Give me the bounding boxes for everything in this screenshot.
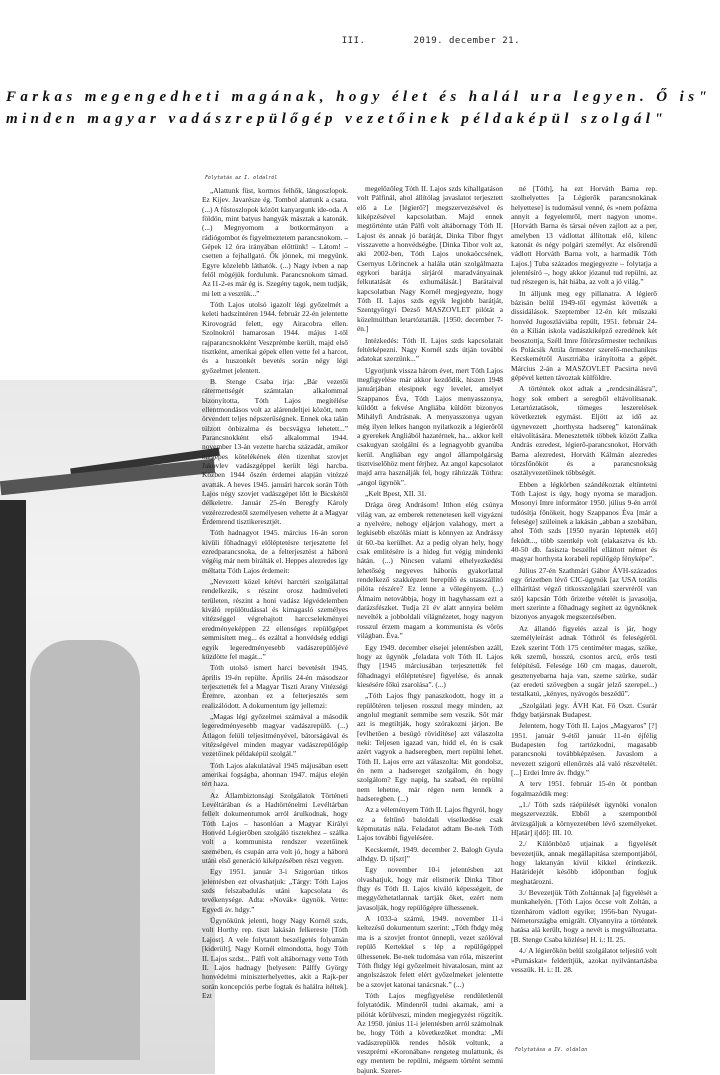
paragraph: B. Stenge Csaba írja: „Bár vezetői rátermettségét számtalan alkalommal bizonyította, Tóth Lajos megítélése ellentmondásos volt az alárendeltjei között, nem örvendett teljes népszerűségnek. Ennek oka talán túlzott önbizalma és becsvágya lehetett...” Parancsnokként első alkalommal 1944. november 13-án vezette harcba századát, amikor hatgépes kötelékének élén tizenhat szovjet Jakovlev vadászgéppel került légi harcba. Közben 1944 őszén érdemei alapján vitézzé avatták. A heves 1945. januári harcok során Tóth Lajos négy szovjet vadászgépet lőtt le Bicskétől délkeletre. Január 25-én Beregfy Károly vezérezredestől személyesen vehette át a Magyar Érdemrend tisztikeresztjét. [202, 376, 348, 527]
issue-date: 2019. december 21. [413, 36, 520, 46]
paragraph: Tóth hadnagyot 1945. március 16-án soron kívüli főhadnagyi előléptetésre terjesztette fel ezredparancsnoka, de a felterjesztést a háború végéig már nem bírálták el. Heppes alezredes így méltatta Tóth Lajos érdemeit: [202, 528, 348, 575]
photo-shadow-mid [30, 640, 140, 1060]
paragraph: A történtek okot adtak a „rendcsinálásra”, hogy sok embert a seregből eltávolítsanak. Letartóztatások, tömeges leszerelések következtek egymást. Eljött az idő az úgynevezett „horthysta hadsereg” katonáinak eltávolítására. Menesztették többek között Zalka András ezredest, légierő-parancsnokot, Horváth Barna alezredest, Horváth Kálmán alezredes törzsfőnököt és a parancsnokság osztályvezetőinek többségét. [511, 384, 657, 478]
paragraph: Az a véleményem Tóth II. Lajos fhgyról, hogy ez a feltűnő baloldali viselkedése csak képmutatás nála. Feladatot adtam Be-nek Tóth Lajos további figyelésére. [357, 805, 503, 843]
headline [6, 86, 714, 130]
paragraph: Tóth Lajos megfigyelése rendületlenül folytatódik. Mindenről tudni akarnak, ami a pilótát körülveszi, minden megjegyzést rögzítik. Az 1950. június 11-i jelentésben arról számolnak be, hogy Tóth a következőket mondta: „Mi vadászrepülők rendes hősök voltunk, a veszprémi »Koronában« rengeteg mulattunk, és egy mentem be repülni, mégsem történt semmi bajunk. Szeret- [357, 990, 503, 1075]
continued-to-note: Folytatása a IV. oldalon [515, 1047, 588, 1053]
paragraph: megelőzőleg Tóth II. Lajos szds kihallgatáson volt Pálfinál, ahol állítólag javaslatot terjesztett elő a Le [légierő?] megszervezésével és kiképzésével kapcsolatban. Majd ennek megtörténte után Pálfi volt altábornagy Tóth II. Lajost és annak jó barátját, Dinka Tibor fhgyt visszavette a honvédségbe. [Dinka Tibor volt az, aki 2002-ben, Tóth Lajos unokaöccsének, Csernyus Lőrincnek a halála után szolgálmazta egykori barátja sírjáról maradványainak felkutatását és exhumálását.] Barátaival kapcsolatban Nagy Kornél megjegyezte, hogy Tóth II. Lajos szds egyik legjobb barátját, Szentgyörgyi Dezső MASZOVLET pilótát a közelmúltban letartóztatták. [1950. december 7-én.] [357, 184, 503, 334]
paragraph: Tóth utolsó ismert harci bevetését 1945. április 19-én repülte. Április 24-én másodszor terjesztették fel a Magyar Tiszti Arany Vitézségi Éremre, azonban ez a felterjesztés sem realizálódott. A dokumentum így jellemzi: [202, 663, 348, 710]
paragraph: Ugyorjunk vissza három évet, mert Tóth Lajos megfigyelése már akkor kezdődik, hiszen 1948 januárjában elesipnek egy levelet, amelyet Szappanos Éva, Tóth Lajos menyasszonya, küldött a fekvése Angliába küldött bizonyos Mihályfi Andrásnak. A menyasszonya ugyan még ilyen lelkes hangon nyilatkozik a légierőről a gyerekek Angliából hazatérnek, ha... akkor kell csakugyan szolgálni és a legnagyobb gyanúba kerül. Angliában egy angol állampolgárság tisztviselőhöz ment férjhez. Az angol kapcsolatot majd arra használják fel, hogy ráhúzzák Tóthra: „angol ügynök”. [357, 365, 503, 487]
paragraph: Egy november 10-i jelentésben azt olvashatjuk, hogy már elismerik Dinka Tibor fhgy és Tóth II. Lajos kiváló képességeit, de meggyőzhetatlannak tartják őket, ezért nem javasolják, hogy repülőgépre ülhessenek. [357, 865, 503, 912]
paragraph: né [Tóth], ha ezt Horváth Barna rep. szolhelyettes [a Légierők parancsnokának helyettese] is tudomásul venné, és »nem pofázna annyit a fegyelemről, mert nagyon unom«. [Horváth Barna és társai néven zajlott az a per, amelyben 13 vádlottat állítottak elő, kilenc katonát és négy polgári személyt. Az elsőrendű vádlott Horváth Barna volt, a harmadik Tóth Lajos.] Tuba százados megjegyezte – folytatja a jelentésíró –, hogy akkor józanul tud repülni, az tud részegen is, hát hiába, az volt a jó világ.” [511, 184, 657, 287]
paragraph: „Tóth Lajos fhgy panaszkodott, hogy itt a repülőtéren teljesen rosszul megy minden, az angolul megtanít semmibe sem veszik. Sőt már azt is megtiltják, hogy szórakozni járjon. Be [evlhetően a besúgó rövidítése] azt válaszolta neki: Teljesen igazad van, hidd el, én is csak azért vagyok a hadseregben, mert repülni lehet. Tóth II. Lajos erre azt válaszolta: Mit gondolsz, én nem a hadsereget szolgálom, én hogy szolgálom? Egy napig, ha szabad, én repülni nem lehetne, már régen nem lennék a hadseregben. (...) [357, 691, 503, 803]
paragraph: Kecskemét, 1949. december 2. Balogh Gyula alhdgy. D. ti[szt]” [357, 844, 503, 864]
paragraph: Itt álljunk meg egy pillanatra. A légierő bázisán belül 1949-től egymást követték a dissidálások. Szeptember 12-én két műszaki honvéd Jugoszláviába repült, 1951. február 24-én a Kilián iskola vadászkiképző ezredének két beosztottja, Széll Imre főtörzsőrmester technikus és Polácsik Attila őrmester szerelő-mechanikus Kecskemétről Ausztriába irányította a gépét. Március 2-án a MASZOVLET Pacsirta nevű gépével ketten távoztak külföldre. [511, 288, 657, 382]
paragraph: Az állandó figyelés azzal is jár, hogy személyleírást adnak Tóthról és feleségéről. Ezek szerint Tóth 175 centiméter magas, szőke, kék szemű, hosszú, csontos arcú, erős testi felépítésű. Felesége 160 cm magas, dauerolt, gesztenyebarna haja van, szeme szürke, sudár (az eredeti szövegben a sugár jelző szerepel...) testalkatú, „kényes, nyávogós beszédű”. [511, 623, 657, 699]
paragraph: Július 27-én Szathmári Gábor ÁVH-százados egy őrizetben lévő CIC-ügynök [az USA totális ellhárítást végző titkosszolgálati szervréről van szó] kapcsán Tóth őrizetbe vételét is javasolja, mert szerinte a főhadnagy segített az ügynöknek bizonyos anyagok megszerzésében. [511, 565, 657, 622]
paragraph: Intézkedés: Tóth II. Lajos szds kapcsolatait feltérképezni. Nagy Kornél szds útján további adatokat szerzünk...” [357, 335, 503, 364]
paragraph: Ebben a légkörben szándékoztak eltüntetni Tóth Lajost is úgy, hogy nyoma se maradjon. Mosonyi Imre informátor 1950. július 9-én arról tudósítja főnökeit, hogy Szappanos Éva [már a felesége] szüleinek a lakásán „abban a szobában, ahol Tóth szds [1950 nyarán léptették elő] fekúdt..., több szentkép volt (elakasztva és kb. 40-50 db. fasiszta beszéllel elláttott német és magyar horthysta korabeli repülőgép fényképe”. [511, 479, 657, 564]
article-column-2 [357, 184, 503, 1075]
paragraph: „Szolgálati jegy. ÁVH Kat. Fő Oszt. Csurár fhdgy batjársnak Budapest. [511, 700, 657, 719]
article-column-1 [202, 186, 348, 1044]
article-column-3 [511, 184, 657, 1042]
paragraph: „1./ Tóth szds ráépülését ügynöki vonalon megszervezzük. Ebből a szempontból átvizsgáljuk a környezetében lévő személyeket. H[atár] i[dő]: III. 10. [511, 800, 657, 838]
paragraph: 2./ Különböző utjainak a figyelését bevezetjük, annak megállapítása szempontjából, hogy laktanyán kívül kikkel érintkezik. Határidejét később időpontban fogjuk meghatározni. [511, 839, 657, 886]
paragraph: Egy 1951. január 3-i Szigorúan titkos jelentésben ezt olvashatjuk: „Tárgy: Tóth Lajos szds felszabadulás utáni kapcsolata és tevékenysége. Adta: »Novák« ügynök. Vette: Egyedi áv. hdgy.” [202, 867, 348, 914]
paragraph: Tóth Lajos alakulatával 1945 májusában esett amerikai fogságba, ahonnan 1947. május elején tért haza. [202, 760, 348, 789]
page-number: III. [341, 36, 366, 46]
page-header [342, 36, 520, 46]
photo-shadow-left [0, 500, 26, 1000]
paragraph: Ügynökünk jelenti, hogy Nagy Kornél szds, volt Horthy rep. tiszt lakásán felkereste [Tóth Lajost]. A vele folytatott beszélgetés folyamán [kiderült], Nagy Kornél elmondotta, hogy Tóth II. Lajos szdst... Pálfi volt altábornagy vette Tóth II. Lajos hadnagy [helyesen: Pálffy György honvédelmi miniszterhelyettes, akit a Rajk-per során koncepciós perbe fogtak és halálra ítéltek]. Ezt [202, 916, 348, 1000]
paragraph: „Nevezett közel kétévi harctéri szolgálattal rendelkezik, s részint orosz hadműveleti területen, részint a honi vadász légvédelemben kiváló repülőtudással és kimagasló személyes vitézséggel végrehajtott harccselekményei eredményeképpen 22 ellenséges repülőgépet semmisített meg... és ezáltal a honvédség eddigi egyik legeredményesebb vadászrepülőjévé küzdötte fel magát...” [202, 577, 348, 661]
paragraph: „Alattunk füst, kormos felhők, lángoszlopok. Ez Kijev. Javarésze ég. Tombol alattunk a csata. (...) A füstoszlopok között kanyargunk ide-oda. A földön, mint batyus hangyák másztak a katonák. (...) Megnyomom a botkormányon a rádiógombot és figyelmeztetem parancsnokom. – Gépek 12 óra irányában előttünk! – Látom! – csetten a fejhallgató. Ők jönnek, mi megyünk. Egyre közelebb láthatók. (...) Nagy ívben a nap felől mögéjük fordulunk. Parancsnokom támad. Az I1-2-es már ég is. Szegény tagok, nem tudják, mi lett a vesztük...” [202, 186, 349, 298]
paragraph: 4./ A légierőkön belül szolgálatot teljesítő volt »Pumáskat« felderítjük, azokat nyilvántartásba vesszük. H. i.: II. 28. [511, 946, 657, 974]
headline-line-1: Farkas megengedheti magának, hogy élet és halál ura legyen. Ő is" [6, 89, 712, 105]
continued-from-note: Folytatás az I. oldalról [205, 175, 278, 181]
archival-photo [0, 380, 215, 1074]
paragraph: A 1033-a számú, 1949. november 11-i keltezésű dokumentum szerint: „Tóth fhdgy még ma is a szovjet frontot ünnepli, vezet szólóval repülő Kertekkel s lép a repülőgéppel ülhessenek. Be-nek tudomása van róla, miszerint Tóth fhdgy légi győzelmeit hivatalosan, mint az angolszászok felett elért győzelmeket jelentette be a szovjet katonai tanácsnak.” (...) [357, 914, 503, 989]
paragraph: Jelentem, hogy Tóth II. Lajos „Magyaros” [?] 1951. január 9-étől január 11-én éjfélig Budapesten fog tartózkodni, magasabb parancsnoki továbbképzésen. Javaslom a nevezett szigorú ellenőrzés alá való részvételét. [...] Erdei Imre áv. fhdgy.” [511, 721, 657, 777]
paragraph: 3./ Bevezetjük Tóth Zoltánnak [a] figyelését a munkahelyén. [Tóth Lajos öccse volt Zoltán, a tizenhárom vádlott egyike; 1956-ban Nyugat-Németországba emigrált. Olyannyira a történtek hatása alá került, hogy a nevét is megváltoztatta. [B. Stenge Csaba közlése] H. i.: II. 25. [511, 888, 657, 944]
paragraph: „Magas légi győzelmei számával a második legeredményesebb magyar vadászrepülő. (...) Átlagon felüli teljesítményével, bátorságával és vitézségével minden magyar vadászrepülőgép vezetőinek példaképül szolgál.” [202, 711, 348, 759]
paragraph: Drága öreg Andrásom! Itthon elég csúnya világ van, az emberek rettenetesen kell vigyázni a nyelvére, nehogy eljárjon valahogy, mert a legkisebb elszólás miatt is könnyen az Andrássy út 60.-ba kerülhet. Az a pedig olyan hely, hogy csak emlitésére is a hideg fut végig mindenki hátán. (...) Nincsen valami elhelyezkedési lehetőség negyeves háborús gyakorlattal rendelkező szakképzett berepülő és utasszállító pilóta részére? Ez lenne a vőlegényem. (...) Álmaim netovábbja, hogy itt hagyhassam ezt a darázsfészket. Tudja 21 év alatt annyira belém nevelték a jobboldali világnézetet, hogy nagyon rosszul érzem magam a kommunista és vörös világban. Éva.” [357, 500, 503, 641]
paragraph: Tóth Lajos utolsó igazolt légi győzelmét a keleti hadszíntéren 1944. február 22-én jelentette Kirovográd felett, egy Airacobra ellen. Szolnokról hamarosan 1944. május 1-től rajparancsnokként Veszprémbe került, majd első tisztként, amerikai gépek ellen vette fel a harcot, és a huszonkét bevetés során négy légi győzelmet jelentett. [202, 300, 348, 375]
paragraph: Az Állambiztonsági Szolgálatok Történeti Levéltárában és a Hadtörténelmi Levéltárban fellelt dokumentumok arról árulkodnak, hogy Tóth Lajos – hasonlóan a Magyar Királyi Honvéd Légierőben szolgáló tisztekhez – szálka volt a kommunista rendszer vezetőinek szemében, és csupán arra volt jó, hogy a háború utáni első generáció kiképzésében részt vegyen. [202, 790, 348, 866]
headline-line-2: minden magyar vadászrepülőgép vezetőinek példaképül szolgál" [6, 111, 668, 127]
paragraph: Egy 1949. december elsejei jelentésben azáll, hogy az ügynök „feladata volt Tóth II. Lajos fhgy [1945 márciusában terjesztették fel főhadnagyi előléptetésre] figyelése, és annak kiesésére főkú zsarolása”. (...) [357, 642, 503, 689]
paragraph: A terv 1951. február 15-én öt pontban fogalmazódik meg: [511, 779, 657, 798]
paragraph: „Kelt Bpest, XII. 31. [365, 489, 427, 498]
